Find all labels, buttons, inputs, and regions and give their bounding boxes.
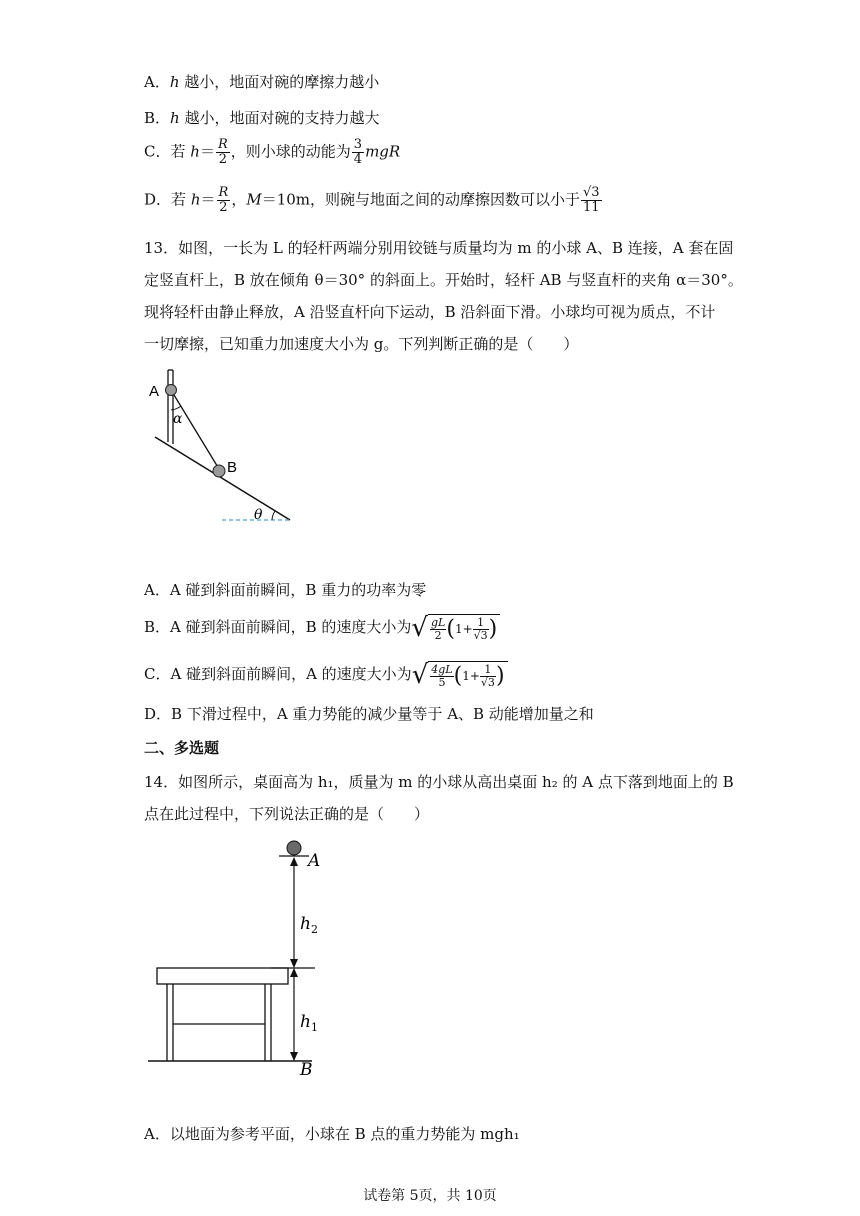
q14-option-a: A．以地面为参考平面，小球在 B 点的重力势能为 mgh₁ — [144, 1125, 520, 1143]
q12-option-c: C．若 h＝ $\frac{R}{2}$ ，则小球的动能为 $\frac{3}{4}$ mgR — [144, 137, 401, 167]
label-a: A — [308, 851, 321, 871]
label-b: B — [227, 459, 238, 476]
label-a: A — [149, 383, 160, 400]
q14-stem-line1: 14．如图所示，桌面高为 h₁，质量为 m 的小球从高出桌面 h₂ 的 A 点下落到地面上的 B — [144, 773, 734, 791]
q14-stem-line2: 点在此过程中，下列说法正确的是（ ） — [144, 805, 430, 823]
q12-option-b: B．h 越小，地面对碗的支持力越大 — [144, 109, 380, 127]
ball-b — [213, 465, 225, 477]
label-theta: θ — [254, 507, 263, 523]
page-footer: 试卷第 5页，共 10页 — [363, 1188, 497, 1204]
q13-stem-line2: 定竖直杆上，B 放在倾角 θ＝30° 的斜面上。开始时，轻杆 AB 与竖直杆的夹角 α＝30°。 — [144, 271, 743, 289]
label-h2: $h_2$ — [300, 914, 318, 936]
q13-option-d: D．B 下滑过程中，A 重力势能的减少量等于 A、B 动能增加量之和 — [144, 705, 594, 723]
ball-a — [166, 385, 177, 396]
table-top — [157, 968, 288, 984]
q13-stem-line4: 一切摩擦，已知重力加速度大小为 g。下列判断正确的是（ ） — [144, 335, 579, 353]
rod-ab — [171, 390, 219, 469]
q13-option-a: A．A 碰到斜面前瞬间，B 重力的功率为零 — [144, 581, 427, 599]
incline-line — [155, 437, 290, 520]
q13-stem-line1: 13．如图，一长为 L 的轻杆两端分别用铰链与质量均为 m 的小球 A、B 连接，A 套在固 — [144, 239, 734, 257]
q13-figure — [140, 365, 310, 535]
q13-stem-line3: 现将轻杆由静止释放，A 沿竖直杆向下运动，B 沿斜面下滑。小球均可视为质点，不计 — [144, 303, 716, 321]
q13-option-c: C．A 碰到斜面前瞬间，A 的速度大小为√ $\frac{4gL}{5}$ (1+ $\frac{1}{√3}$ ) — [144, 661, 508, 689]
label-h1: $h_1$ — [300, 1012, 318, 1034]
ball — [287, 841, 301, 855]
label-alpha: α — [173, 411, 183, 427]
q13-option-b: B．A 碰到斜面前瞬间，B 的速度大小为√ $\frac{gL}{2}$ (1+ $\frac{1}{√3}$ ) — [144, 614, 500, 642]
section-multiple-choice: 二、多选题 — [144, 739, 220, 757]
q12-option-d: D．若 h＝ $\frac{R}{2}$ ，M＝10m，则碗与地面之间的动摩擦因数可以小于 $\frac{√3}{11}$ — [144, 185, 600, 215]
q12-option-a: A．h 越小，地面对碗的摩擦力越小 — [144, 73, 380, 91]
label-b: B — [300, 1060, 313, 1080]
theta-arc — [272, 511, 275, 520]
q14-figure — [140, 835, 340, 1080]
